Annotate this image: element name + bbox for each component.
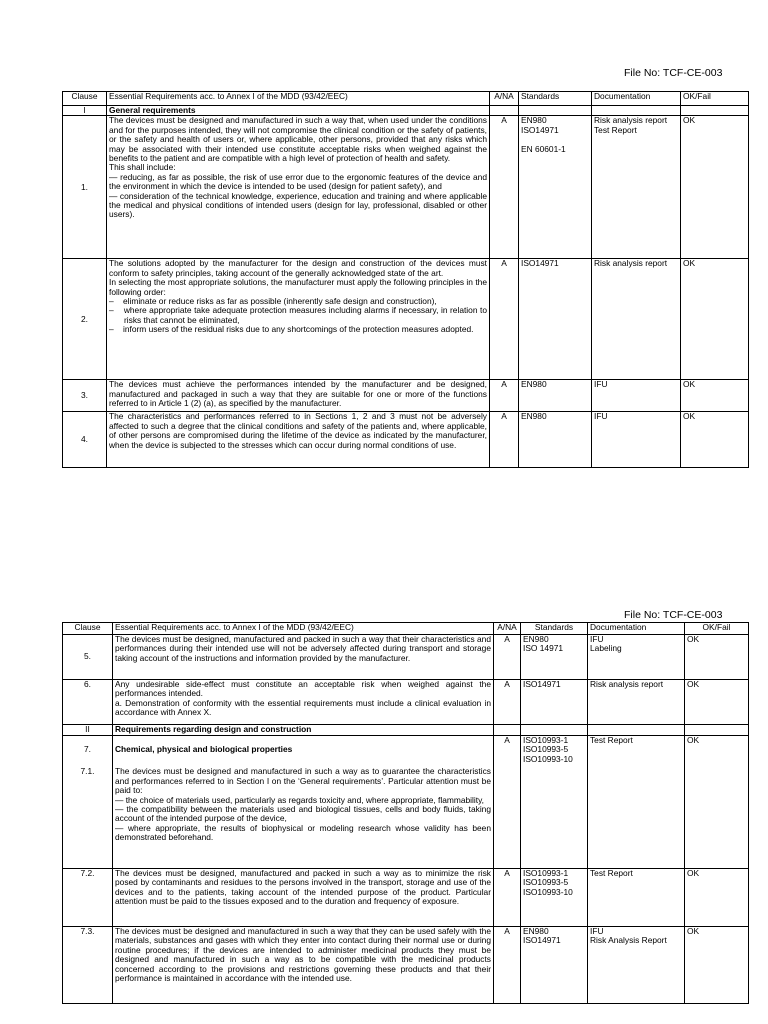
- requirement-paragraph: The devices must be designed and manufactured in such a way as to guarantee the characteristics and performances referred to in Section I on the ‘General requirements’. Particular attention must be paid to:: [115, 766, 491, 796]
- table-header-row: [63, 92, 749, 106]
- documentation-cell: Risk analysis report Test Report: [592, 116, 681, 259]
- requirement-text: [113, 680, 494, 725]
- table-row: [63, 412, 749, 468]
- requirement-paragraph: a. Demonstration of conformity with the essential requirements must include a clinical evaluation in accordance with Annex X.: [115, 697, 491, 718]
- section-number: I: [63, 106, 107, 116]
- result-cell: OK: [681, 380, 749, 412]
- header-clause: Clause: [63, 623, 113, 635]
- documentation-cell: IFU Risk Analysis Report: [588, 927, 685, 1004]
- principle-item: – inform users of the residual risks due to any shortcomings of the protection measures adopted.: [109, 324, 474, 335]
- sub-clause-number: 7.1.: [80, 766, 95, 777]
- clause-number: 1.: [63, 116, 107, 259]
- result-cell: OK: [685, 736, 749, 869]
- requirement-paragraph: In selecting the most appropriate solutions, the manufacturer must apply the following principles in the following order:: [109, 277, 487, 297]
- applicability: A: [494, 635, 521, 680]
- header-documentation: Documentation: [588, 623, 685, 635]
- table-row: [63, 927, 749, 1004]
- table-row: [63, 869, 749, 927]
- clause-number: 7.: [84, 744, 91, 754]
- requirement-text: [113, 736, 494, 869]
- result-cell: OK: [681, 412, 749, 468]
- header-requirements: Essential Requirements acc. to Annex I of the MDD (93/42/EEC): [113, 623, 494, 635]
- clause-number: 7.3.: [63, 927, 113, 1004]
- file-number: File No: TCF-CE-003: [624, 67, 723, 79]
- table-row: [63, 259, 749, 380]
- requirement-paragraph: — the compatibility between the materials used and biological tissues, cells and body fluids, taking account of the intended purpose of the device,: [115, 804, 491, 824]
- documentation-cell: IFU Labeling: [588, 635, 685, 680]
- standards-cell: EN980 ISO 14971: [521, 635, 588, 680]
- clause-number: 5.: [63, 635, 113, 680]
- requirement-text: The characteristics and performances referred to in Sections 1, 2 and 3 must not be adversely affected to such a degree that the clinical conditions and safety of the patients and, where applicable, of other persons are compromised during the lifetime of the device as indicated by the manufacturer, when the device is subjected to the stresses which can occur during normal conditions of use.: [107, 412, 490, 468]
- requirement-text: The devices must achieve the performances intended by the manufacturer and be designed, manufactured and packaged in such a way that they are suitable for one or more of the functions referred to in Article 1 (2) (a), as specified by the manufacturer.: [107, 380, 490, 412]
- clause-number: 3.: [63, 380, 107, 412]
- table-row: [63, 380, 749, 412]
- header-requirements: Essential Requirements acc. to Annex I of the MDD (93/42/EEC): [107, 92, 490, 106]
- section-title: Requirements regarding design and construction: [113, 725, 494, 736]
- header-documentation: Documentation: [592, 92, 681, 106]
- table-row: [63, 116, 749, 259]
- applicability: A: [490, 380, 519, 412]
- result-cell: OK: [685, 680, 749, 725]
- clause-number: 6.: [63, 680, 113, 725]
- requirement-text: [107, 116, 490, 259]
- table-header-row: [63, 623, 749, 635]
- header-ok-fail: OK/Fail: [685, 623, 749, 635]
- clause-number: [63, 736, 113, 869]
- header-a-na: A/NA: [490, 92, 519, 106]
- documentation-cell: Risk analysis report: [588, 680, 685, 725]
- essential-requirements-table-2: [62, 622, 749, 1004]
- standards-cell: EN980 ISO14971: [521, 927, 588, 1004]
- requirement-text: The devices must be designed and manufactured in such a way that they can be used safely with the materials, substances and gases with which they enter into contact during their normal use or during routine procedures; if the devices are intended to administer medicinal products they must be designed and manufactured in such a way as to be compatible with the medicinal products concerned according to the provisions and restrictions governing these products and that their performance is maintained in accordance with the intended use.: [113, 927, 494, 1004]
- header-ok-fail: OK/Fail: [681, 92, 749, 106]
- applicability: A: [490, 412, 519, 468]
- section-number: II: [63, 725, 113, 736]
- requirement-paragraph: The solutions adopted by the manufacturer for the design and construction of the devices must conform to safety principles, taking account of the generally acknowledged state of the art.: [109, 258, 487, 278]
- result-cell: OK: [681, 259, 749, 380]
- applicability: A: [494, 680, 521, 725]
- header-a-na: A/NA: [494, 623, 521, 635]
- requirement-heading: Chemical, physical and biological properties: [115, 744, 293, 754]
- clause-number: 4.: [63, 412, 107, 468]
- requirement-paragraph: — where appropriate, the results of biophysical or modeling research whose validity has been demonstrated beforehand.: [115, 822, 491, 843]
- applicability: A: [494, 736, 521, 869]
- section-title: General requirements: [107, 106, 490, 116]
- applicability: A: [490, 259, 519, 380]
- documentation-cell: Test Report: [588, 869, 685, 927]
- documentation-cell: IFU: [592, 412, 681, 468]
- section-row: [63, 106, 749, 116]
- clause-number: 2.: [63, 259, 107, 380]
- requirement-paragraph: Any undesirable side-effect must constitute an acceptable risk when weighed against the performances intended.: [115, 679, 491, 699]
- table-row: [63, 680, 749, 725]
- essential-requirements-table-1: [62, 91, 749, 468]
- requirement-text: The devices must be designed, manufactured and packed in such a way that their characteristics and performances during their intended use will not be adversely affected during transport and storage taking account of the instructions and information provided by the manufacturer.: [113, 635, 494, 680]
- principle-item: – where appropriate take adequate protection measures including alarms if necessary, in relation to risks that cannot be eliminated,: [109, 305, 488, 325]
- standards-cell: ISO10993-1 ISO10993-5 ISO10993-10: [521, 869, 588, 927]
- requirement-paragraph: — reducing, as far as possible, the risk of use error due to the ergonomic features of the device and the environment in which the device is intended to be used (design for patient safety), and: [109, 171, 487, 192]
- result-cell: OK: [685, 635, 749, 680]
- result-cell: OK: [685, 927, 749, 1004]
- header-clause: Clause: [63, 92, 107, 106]
- result-cell: OK: [685, 869, 749, 927]
- requirement-paragraph: — consideration of the technical knowledge, experience, education and training and where applicable the medical and physical conditions of intended users (design for lay, professional, disabled or other users).: [109, 190, 487, 220]
- table-row: [63, 736, 749, 869]
- result-cell: OK: [681, 116, 749, 259]
- header-standards: Standards: [521, 623, 588, 635]
- applicability: A: [494, 927, 521, 1004]
- standards-cell: ISO14971: [519, 259, 592, 380]
- requirement-paragraph: This shall include:: [109, 162, 176, 173]
- standards-cell: ISO10993-1 ISO10993-5 ISO10993-10: [521, 736, 588, 869]
- principle-item: – eliminate or reduce risks as far as possible (inherently safe design and construction),: [109, 296, 437, 307]
- standards-cell: EN980 ISO14971 EN 60601-1: [519, 116, 592, 259]
- standards-cell: ISO14971: [521, 680, 588, 725]
- documentation-cell: Risk analysis report: [592, 259, 681, 380]
- documentation-cell: IFU: [592, 380, 681, 412]
- file-number: File No: TCF-CE-003: [624, 609, 723, 621]
- standards-cell: EN980: [519, 412, 592, 468]
- requirement-paragraph: — the choice of materials used, particularly as regards toxicity and, where appropriate, flammability,: [115, 794, 484, 805]
- requirement-text: The devices must be designed, manufactured and packed in such a way as to minimize the risk posed by contaminants and residues to the persons involved in the transport, storage and use of the devices and to the patients, taking account of the intended purpose of the product. Particular attention must be paid to the tissues exposed and to the duration and frequency of exposure.: [113, 869, 494, 927]
- standards-cell: EN980: [519, 380, 592, 412]
- documentation-cell: Test Report: [588, 736, 685, 869]
- applicability: A: [490, 116, 519, 259]
- clause-number: 7.2.: [63, 869, 113, 927]
- requirement-text: [107, 259, 490, 380]
- table-row: [63, 635, 749, 680]
- applicability: A: [494, 869, 521, 927]
- section-row: [63, 725, 749, 736]
- requirement-paragraph: The devices must be designed and manufactured in such a way that, when used under the conditions and for the purposes intended, they will not compromise the clinical condition or the safety of patients, or the safety and health of users or, where applicable, other persons, provided that any risks which may be associated with their intended use constitute acceptable risks when weighed against the benefits to the patient and are compatible with a high level of protection of health and safety.: [109, 115, 487, 164]
- header-standards: Standards: [519, 92, 592, 106]
